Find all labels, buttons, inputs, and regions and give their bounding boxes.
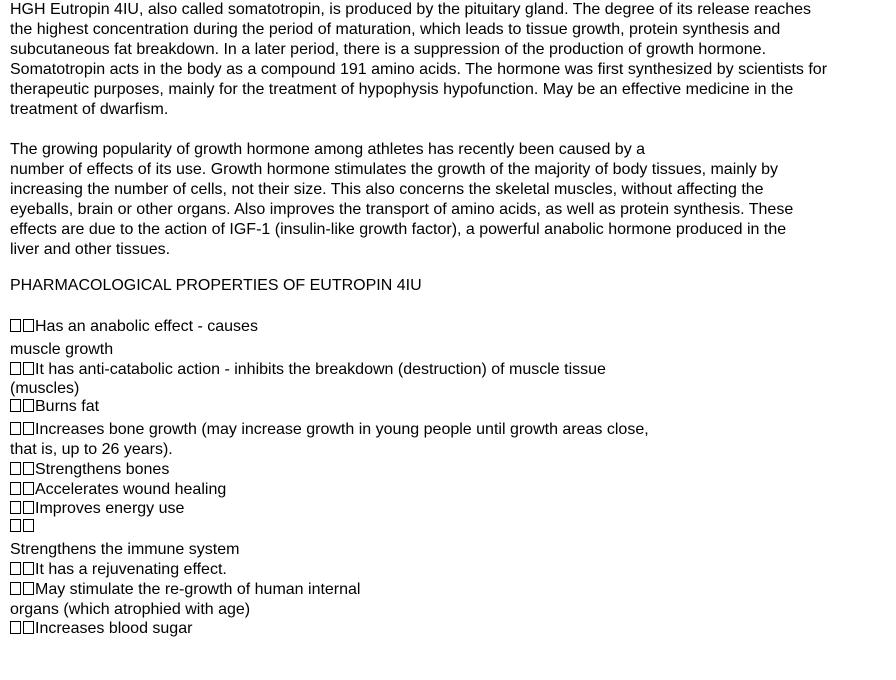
- missing-glyph-icon: [23, 362, 34, 375]
- missing-glyph-icon: [10, 501, 21, 514]
- intro-paragraph: [10, 0, 827, 120]
- missing-glyph-icon: [10, 519, 21, 532]
- popularity-line-2: number of effects of its use. Growth hormone stimulates the growth of the majority of body tissues, mainly by: [10, 161, 779, 178]
- popularity-line-1: The growing popularity of growth hormone among athletes has recently been caused by a: [10, 141, 646, 158]
- missing-glyph-icon: [23, 319, 34, 332]
- missing-glyph-icon: [23, 519, 34, 532]
- missing-glyph-icon: [10, 462, 21, 475]
- missing-glyph-icon: [23, 399, 34, 412]
- popularity-line-6: liver and other tissues.: [10, 241, 171, 258]
- property-immune-glyphs: [10, 517, 35, 537]
- popularity-line-5: effects are due to the action of IGF-1 (insulin-like growth factor), a powerful anabolic hormone produced in the: [10, 221, 787, 238]
- popularity-line-3: increasing the number of cells, not their size. This also concerns the skeletal muscles, without affecting the: [10, 181, 764, 198]
- property-anticatabolic-line-2: (muscles): [10, 380, 80, 397]
- intro-line-5: therapeutic purposes, mainly for the treatment of hypophysis hypofunction. May be an effective medicine in the: [10, 81, 794, 98]
- property-regrowth-line-2: organs (which atrophied with age): [10, 601, 251, 618]
- property-anabolic-line-1: Has an anabolic effect - causes: [10, 317, 258, 337]
- missing-glyph-icon: [10, 319, 21, 332]
- property-blood-sugar: Increases blood sugar: [10, 619, 192, 639]
- missing-glyph-icon: [10, 582, 21, 595]
- missing-glyph-icon: [23, 621, 34, 634]
- intro-line-2: the highest concentration during the period of maturation, which leads to tissue growth, protein synthesis and: [10, 21, 781, 38]
- intro-line-6: treatment of dwarfism.: [10, 101, 169, 118]
- missing-glyph-icon: [10, 422, 21, 435]
- popularity-paragraph: [10, 140, 793, 260]
- missing-glyph-icon: [23, 501, 34, 514]
- missing-glyph-icon: [23, 482, 34, 495]
- property-anticatabolic-line-1: It has anti-catabolic action - inhibits the breakdown (destruction) of muscle tissue: [10, 360, 606, 380]
- intro-line-1: HGH Eutropin 4IU, also called somatotropin, is produced by the pituitary gland. The degree of its release reaches: [10, 1, 812, 18]
- property-strengthens-bones: Strengthens bones: [10, 460, 169, 480]
- property-regrowth-line-1: May stimulate the re-growth of human internal: [10, 580, 360, 600]
- missing-glyph-icon: [10, 362, 21, 375]
- intro-line-3: subcutaneous fat breakdown. In a later period, there is a suppression of the production of growth hormone.: [10, 41, 767, 58]
- property-rejuvenating: It has a rejuvenating effect.: [10, 560, 227, 580]
- property-bone-growth-line-1: Increases bone growth (may increase growth in young people until growth areas close,: [10, 420, 649, 440]
- missing-glyph-icon: [10, 562, 21, 575]
- missing-glyph-icon: [23, 562, 34, 575]
- property-bone-growth-line-2: that is, up to 26 years).: [10, 441, 173, 458]
- missing-glyph-icon: [10, 399, 21, 412]
- missing-glyph-icon: [23, 462, 34, 475]
- intro-line-4: Somatotropin acts in the body as a compound 191 amino acids. The hormone was first synthesized by scientists for: [10, 61, 828, 78]
- missing-glyph-icon: [10, 621, 21, 634]
- property-anabolic-line-2: muscle growth: [10, 341, 114, 358]
- missing-glyph-icon: [10, 482, 21, 495]
- property-burns-fat: Burns fat: [10, 397, 99, 417]
- property-immune: Strengthens the immune system: [10, 541, 240, 558]
- property-wound-healing: Accelerates wound healing: [10, 480, 226, 500]
- popularity-line-4: eyeballs, brain or other organs. Also improves the transport of amino acids, as well as protein synthesis. These: [10, 201, 794, 218]
- section-heading: PHARMACOLOGICAL PROPERTIES OF EUTROPIN 4IU: [10, 277, 422, 294]
- missing-glyph-icon: [23, 582, 34, 595]
- property-energy-use: Improves energy use: [10, 499, 184, 519]
- missing-glyph-icon: [23, 422, 34, 435]
